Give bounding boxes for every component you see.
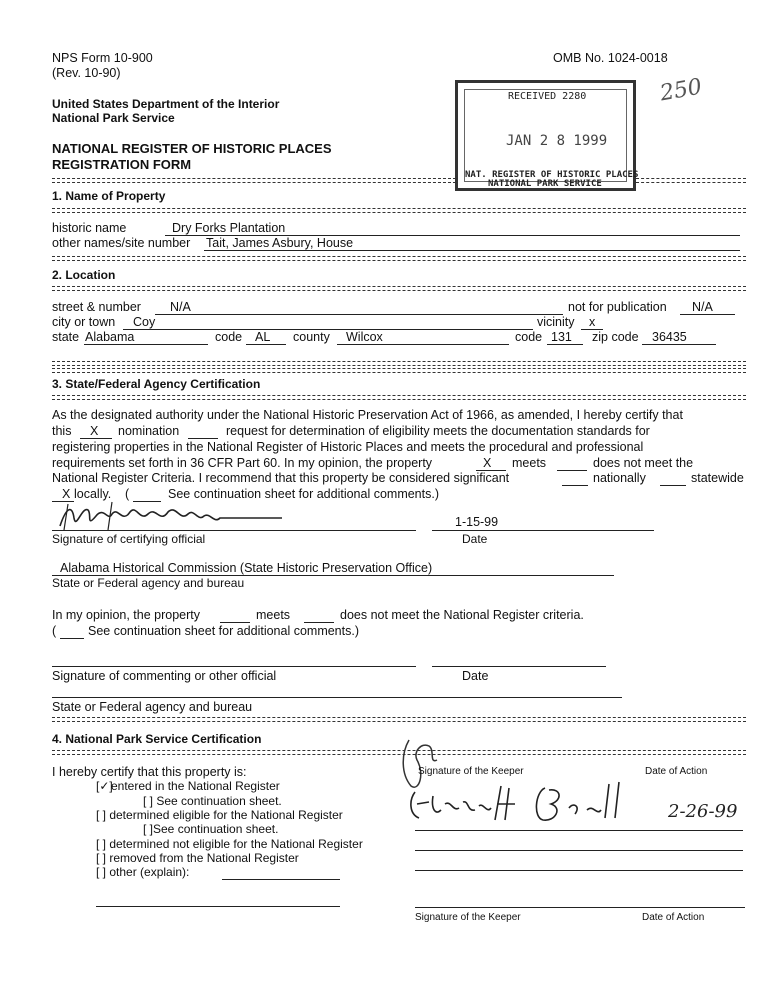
field-underline <box>337 344 509 345</box>
separator <box>52 395 746 400</box>
other-names-value[interactable]: Tait, James Asbury, House <box>206 236 354 250</box>
cert-paragraph-line1: As the designated authority under the National Historic Preservation Act of 1966, as amended, I hereby certify that <box>52 408 683 422</box>
not-for-publication-value[interactable]: N/A <box>692 300 713 314</box>
eligible-option[interactable]: [ ] determined eligible for the National Register <box>96 808 343 822</box>
meets-label: meets <box>512 456 547 470</box>
certify-text: I hereby certify that this property is: <box>52 765 247 779</box>
field-underline <box>60 638 84 639</box>
cert-this: this <box>52 424 72 438</box>
see-continuation-1[interactable]: [ ] See continuation sheet. <box>143 794 282 808</box>
separator <box>52 717 746 722</box>
field-underline <box>204 250 740 251</box>
field-underline <box>547 344 583 345</box>
request-text: request for determination of eligibility meets the documentation standards for <box>226 424 650 438</box>
date-line <box>432 530 654 531</box>
vicinity-label: vicinity <box>537 315 575 329</box>
separator <box>52 256 746 261</box>
section3-title: 3. State/Federal Agency Certification <box>52 377 261 391</box>
cert-signature-label: Signature of certifying official <box>52 532 206 546</box>
commenting-date-label: Date <box>462 669 489 683</box>
stamp-register: NAT. REGISTER OF HISTORIC PLACES <box>465 170 639 180</box>
field-underline <box>304 622 334 623</box>
opinion-text: In my opinion, the property <box>52 608 200 622</box>
nomination-mark[interactable]: X <box>90 424 99 438</box>
separator <box>52 368 746 373</box>
opinion-meets: meets <box>256 608 291 622</box>
opinion-continuation: See continuation sheet for additional comments.) <box>88 624 359 638</box>
signature-line <box>415 870 743 871</box>
form-title-line1: NATIONAL REGISTER OF HISTORIC PLACES <box>52 141 332 156</box>
not-eligible-option[interactable]: [ ] determined not eligible for the National Register <box>96 837 363 851</box>
nomination-label: nomination <box>118 424 180 438</box>
open-paren: ( <box>125 487 130 501</box>
field-underline <box>80 438 112 439</box>
street-value[interactable]: N/A <box>170 300 191 314</box>
nationally-label: nationally <box>593 471 646 485</box>
street-label: street & number <box>52 300 141 314</box>
form-number: NPS Form 10-900 <box>52 51 153 65</box>
locally-mark[interactable]: X <box>62 487 71 501</box>
section4-title: 4. National Park Service Certification <box>52 732 262 746</box>
omb-number: OMB No. 1024-0018 <box>553 51 668 65</box>
open-paren: ( <box>52 624 57 638</box>
signature-line <box>415 907 745 908</box>
keeper-label-top: Signature of the Keeper <box>418 766 524 777</box>
separator <box>52 208 746 213</box>
removed-option[interactable]: [ ] removed from the National Register <box>96 851 299 865</box>
county-code-value[interactable]: 131 <box>551 330 572 344</box>
field-underline <box>155 314 563 315</box>
locally-label: locally. <box>74 487 112 501</box>
field-underline <box>188 438 218 439</box>
zip-value[interactable]: 36435 <box>652 330 687 344</box>
other-option[interactable]: [ ] other (explain): <box>96 865 190 879</box>
action-label-bottom: Date of Action <box>642 912 705 923</box>
county-value[interactable]: Wilcox <box>346 330 383 344</box>
agency-value[interactable]: Alabama Historical Commission (State Historic Preservation Office) <box>60 561 433 575</box>
not-for-publication-label: not for publication <box>568 300 667 314</box>
form-title-line2: REGISTRATION FORM <box>52 157 192 172</box>
code-label: code <box>215 330 243 344</box>
historic-name-value[interactable]: Dry Forks Plantation <box>172 221 286 235</box>
signature-line <box>52 666 416 667</box>
separator <box>52 286 746 291</box>
opinion-does-not-meet: does not meet the National Register criteria. <box>340 608 584 622</box>
field-underline <box>246 344 286 345</box>
county-code-label: code <box>515 330 543 344</box>
stamp-date: JAN 2 8 1999 <box>506 133 608 149</box>
separator <box>52 361 746 366</box>
requirements-text: requirements set forth in 36 CFR Part 60. In my opinion, the property <box>52 456 433 470</box>
city-label: city or town <box>52 315 116 329</box>
field-underline <box>52 697 622 698</box>
form-revision: (Rev. 10-90) <box>52 66 121 80</box>
field-underline <box>84 344 208 345</box>
other-names-label: other names/site number <box>52 236 191 250</box>
action-label-top: Date of Action <box>645 766 708 777</box>
entered-label: entered in the National Register <box>111 779 280 793</box>
handwritten-number: 250 <box>658 74 704 107</box>
keeper-date[interactable]: 2-26-99 <box>668 801 738 822</box>
zip-label: zip code <box>592 330 639 344</box>
separator <box>636 178 746 183</box>
field-underline <box>642 344 716 345</box>
commenting-signature-label: Signature of commenting or other official <box>52 669 277 683</box>
field-underline <box>222 879 340 880</box>
section2-title: 2. Location <box>52 268 116 282</box>
cert-date-value[interactable]: 1-15-99 <box>455 515 499 529</box>
field-underline <box>96 906 340 907</box>
state-label: state <box>52 330 80 344</box>
stamp-received: RECEIVED 2280 <box>508 91 587 102</box>
stamp-service: NATIONAL PARK SERVICE <box>488 179 602 189</box>
certifying-signature <box>52 500 292 534</box>
city-value[interactable]: Coy <box>133 315 156 329</box>
keeper-label-bottom: Signature of the Keeper <box>415 912 521 923</box>
meets-mark[interactable]: X <box>483 456 492 470</box>
section1-title: 1. Name of Property <box>52 189 166 203</box>
keeper-signature <box>405 778 645 830</box>
vicinity-value[interactable]: x <box>589 315 596 329</box>
statewide-label: statewide <box>691 471 744 485</box>
agency-label: State or Federal agency and bureau <box>52 576 245 590</box>
signature-line <box>52 530 416 531</box>
field-underline <box>660 485 686 486</box>
field-underline <box>220 622 250 623</box>
entered-checkbox[interactable]: [✓] <box>96 779 113 793</box>
cert-date-label: Date <box>462 532 488 546</box>
agency2-label: State or Federal agency and bureau <box>52 700 253 714</box>
county-label: county <box>293 330 330 344</box>
field-underline <box>562 485 588 486</box>
date-line <box>432 666 606 667</box>
department: United States Department of the Interior <box>52 97 280 111</box>
field-underline <box>680 314 735 315</box>
signature-line <box>415 830 743 831</box>
historic-name-label: historic name <box>52 221 127 235</box>
signature-line <box>415 850 743 851</box>
agency-service: National Park Service <box>52 111 175 125</box>
cert-paragraph-line3: registering properties in the National Register of Historic Places and meets the procedural and professional <box>52 440 644 454</box>
see-continuation-2[interactable]: [ ]See continuation sheet. <box>143 822 279 836</box>
state-code-value[interactable]: AL <box>255 330 271 344</box>
criteria-text: National Register Criteria. I recommend that this property be considered significant <box>52 471 510 485</box>
field-underline <box>557 470 587 471</box>
state-value[interactable]: Alabama <box>85 330 135 344</box>
continuation-text: See continuation sheet for additional comments.) <box>168 487 439 501</box>
separator <box>52 178 456 183</box>
does-not-meet-label: does not meet the <box>593 456 694 470</box>
